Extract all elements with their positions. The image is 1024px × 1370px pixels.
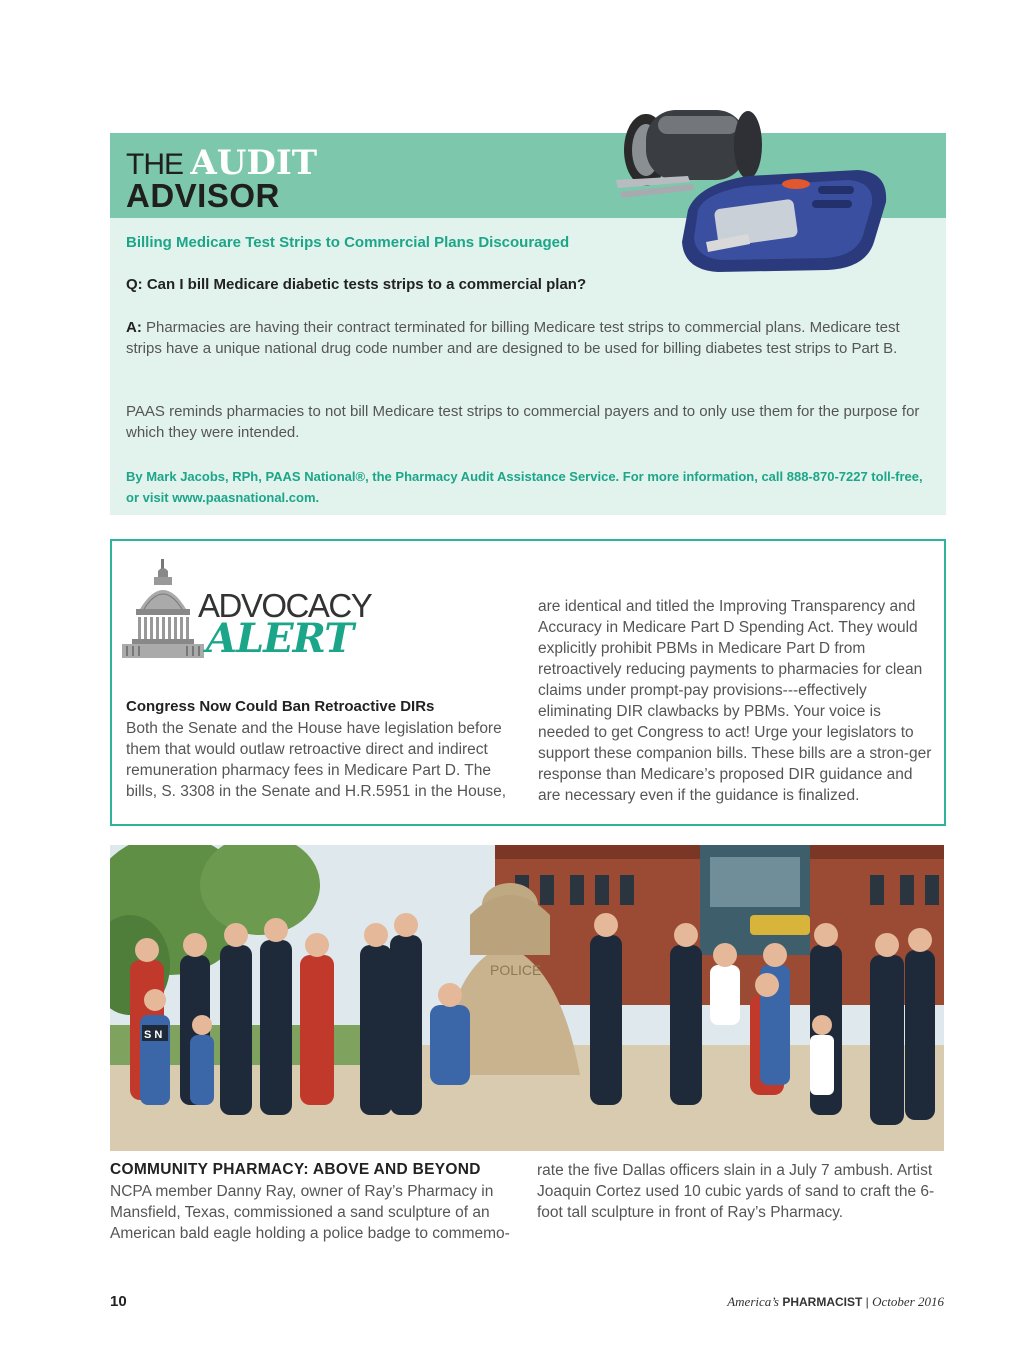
audit-credit: By Mark Jacobs, RPh, PAAS National®, the Pharmacy Audit Assistance Service. For more information, call 888-870-7227 toll-free, or visit www.paasnational.com.: [126, 469, 923, 505]
advocacy-headline: Congress Now Could Ban Retroactive DIRs: [126, 698, 435, 715]
folio-separator: |: [865, 1295, 869, 1309]
issue-date: October 2016: [872, 1294, 944, 1309]
capitol-dome-icon: [122, 557, 204, 661]
advocacy-alert-box: [110, 539, 946, 826]
audit-title-the: THE: [126, 148, 183, 181]
page-number: 10: [110, 1293, 127, 1310]
photo-shirt-text: S N: [144, 1029, 163, 1041]
audit-paragraph-2: PAAS reminds pharmacies to not bill Medicare test strips to commercial payers and to only use them for the purpose for which they were intended.: [126, 403, 920, 441]
photo-sign-text: POLICE: [490, 962, 542, 978]
advocacy-column-1: Both the Senate and the House have legislation before them that would outlaw retroactive direct and indirect remuneration pharmacy fees in Medicare Part D. The bills, S. 3308 in the Senate and H.R.5951 in the House,: [126, 720, 506, 800]
pub-name: PHARMACIST: [782, 1295, 863, 1309]
audit-question: Q: Can I bill Medicare diabetic tests strips to a commercial plan?: [126, 276, 587, 293]
community-column-2: rate the five Dallas officers slain in a July 7 ambush. Artist Joaquin Cortez used 10 cubic yards of sand to craft the 6-foot tall sculpture in front of Ray’s Pharmacy.: [537, 1162, 935, 1221]
audit-title-line1: [126, 143, 318, 183]
alert-title: ALERT: [206, 615, 353, 662]
community-column-1: NCPA member Danny Ray, owner of Ray’s Pharmacy in Mansfield, Texas, commissioned a sand sculpture of an American bald eagle holding a police badge to commemo-: [110, 1183, 510, 1242]
audit-subtitle: Billing Medicare Test Strips to Commercial Plans Discouraged: [126, 234, 570, 251]
audit-title-audit: AUDIT: [190, 143, 318, 183]
audit-answer: [126, 317, 936, 359]
audit-title-advisor: ADVISOR: [126, 177, 280, 214]
community-headline: COMMUNITY PHARMACY: ABOVE AND BEYOND: [110, 1161, 481, 1178]
pub-prefix: America’s: [727, 1294, 779, 1309]
publication-folio: [727, 1294, 944, 1310]
advocacy-column-2: are identical and titled the Improving Transparency and Accuracy in Medicare Part D Spending Act. They would explicitly prohibit PBMs in Medicare Part D from retroactively reducing payments to pharmacies for clean claims under prompt-pay provisions---effectively eliminating DIR clawbacks by PBMs. Your voice is needed to get Congress to act! Urge your legislators to support these companion bills. These bills are a stron-ger response than Medicare’s proposed DIR guidance and are necessary even if the guidance is finalized.: [538, 598, 932, 804]
answer-text: Pharmacies are having their contract terminated for billing Medicare test strips to commercial plans. Medicare test strips have a unique national drug code number and are designed to be used for billing diabetes test strips to Part B.: [126, 319, 900, 357]
advocacy-title: ADVOCACY: [198, 587, 372, 624]
glucose-meter-image: [598, 92, 898, 277]
community-group-photo: [110, 845, 944, 1151]
answer-label: A:: [126, 319, 142, 336]
